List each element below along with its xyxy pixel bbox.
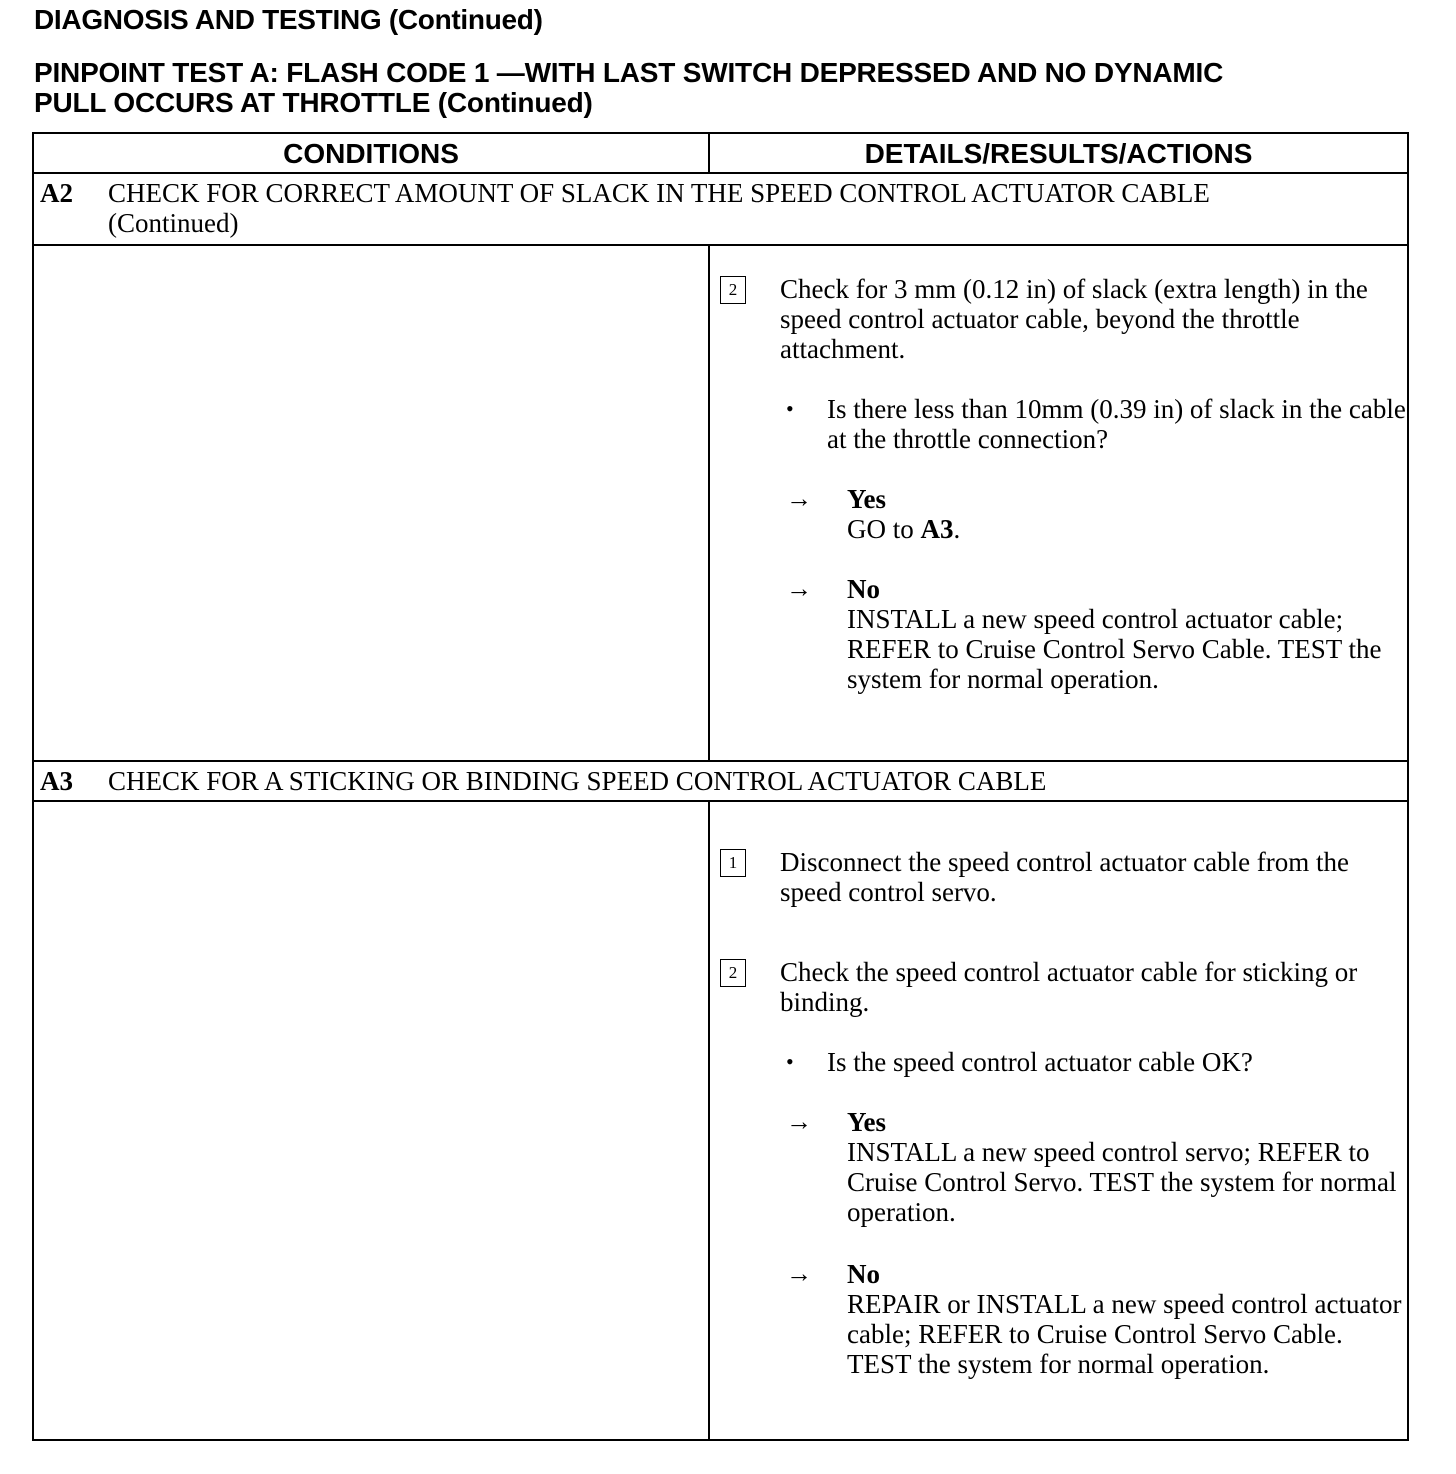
- no-label: No: [847, 1259, 880, 1289]
- action-number-box: 1: [720, 849, 746, 877]
- row-divider: [34, 172, 1407, 174]
- bullet-icon: •: [786, 396, 794, 421]
- yes-label: Yes: [847, 484, 886, 514]
- step-title-line-2: (Continued): [108, 208, 239, 238]
- column-divider: [708, 134, 710, 172]
- action-number-box: 2: [720, 959, 746, 987]
- test-title-line-2: PULL OCCURS AT THROTTLE (Continued): [34, 87, 593, 118]
- header-conditions: CONDITIONS: [283, 138, 459, 169]
- yes-action: INSTALL a new speed control servo; REFER to Cruise Control Servo. TEST the system for normal operation.: [847, 1137, 1397, 1227]
- arrow-right-icon: →: [786, 574, 812, 603]
- yes-action: [847, 514, 1407, 544]
- step-title-line-1: CHECK FOR CORRECT AMOUNT OF SLACK IN THE SPEED CONTROL ACTUATOR CABLE: [108, 178, 1210, 208]
- header-details: DETAILS/RESULTS/ACTIONS: [864, 138, 1253, 169]
- action-number-box: 2: [720, 276, 746, 304]
- pinpoint-test-table: [32, 132, 1409, 1441]
- no-action: REPAIR or INSTALL a new speed control actuator cable; REFER to Cruise Control Servo Cable. TEST the system for normal operation.: [847, 1289, 1402, 1379]
- step-title: [108, 178, 1388, 238]
- question-text: Is the speed control actuator cable OK?: [827, 1047, 1253, 1077]
- step-title: [108, 766, 1388, 796]
- yes-result: [847, 484, 1407, 544]
- row-divider: [34, 800, 1407, 802]
- arrow-right-icon: →: [786, 484, 812, 513]
- column-divider: [708, 800, 710, 1441]
- yes-result: [847, 1107, 1407, 1227]
- row-divider: [34, 760, 1407, 762]
- action-text: Check the speed control actuator cable for sticking or binding.: [780, 957, 1358, 1017]
- no-result: [847, 1259, 1407, 1379]
- test-title: [34, 58, 1424, 118]
- action-text: Check for 3 mm (0.12 in) of slack (extra length) in the speed control actuator cable, beyond the throttle attachment.: [780, 274, 1368, 364]
- step-id: A2: [40, 178, 73, 208]
- bullet-icon: •: [786, 1049, 794, 1074]
- row-divider: [34, 244, 1407, 246]
- no-label: No: [847, 574, 880, 604]
- question-text: Is there less than 10mm (0.39 in) of slack in the cable at the throttle connection?: [827, 394, 1406, 454]
- yes-label: Yes: [847, 1107, 886, 1137]
- no-action: INSTALL a new speed control actuator cable; REFER to Cruise Control Servo Cable. TEST the system for normal operation.: [847, 604, 1382, 694]
- no-result: [847, 574, 1407, 694]
- yes-action-prefix: GO to: [847, 514, 921, 544]
- action-text: Disconnect the speed control actuator cable from the speed control servo.: [780, 847, 1350, 907]
- yes-action-target: A3: [920, 514, 954, 544]
- step-id: A3: [40, 766, 73, 796]
- column-divider: [708, 244, 710, 760]
- section-title: DIAGNOSIS AND TESTING (Continued): [34, 4, 543, 35]
- yes-action-suffix: .: [953, 514, 961, 544]
- arrow-right-icon: →: [786, 1107, 812, 1136]
- arrow-right-icon: →: [786, 1259, 812, 1288]
- step-title-line-1: CHECK FOR A STICKING OR BINDING SPEED CONTROL ACTUATOR CABLE: [108, 766, 1047, 796]
- test-title-line-1: PINPOINT TEST A: FLASH CODE 1 —WITH LAST SWITCH DEPRESSED AND NO DYNAMIC: [34, 57, 1224, 88]
